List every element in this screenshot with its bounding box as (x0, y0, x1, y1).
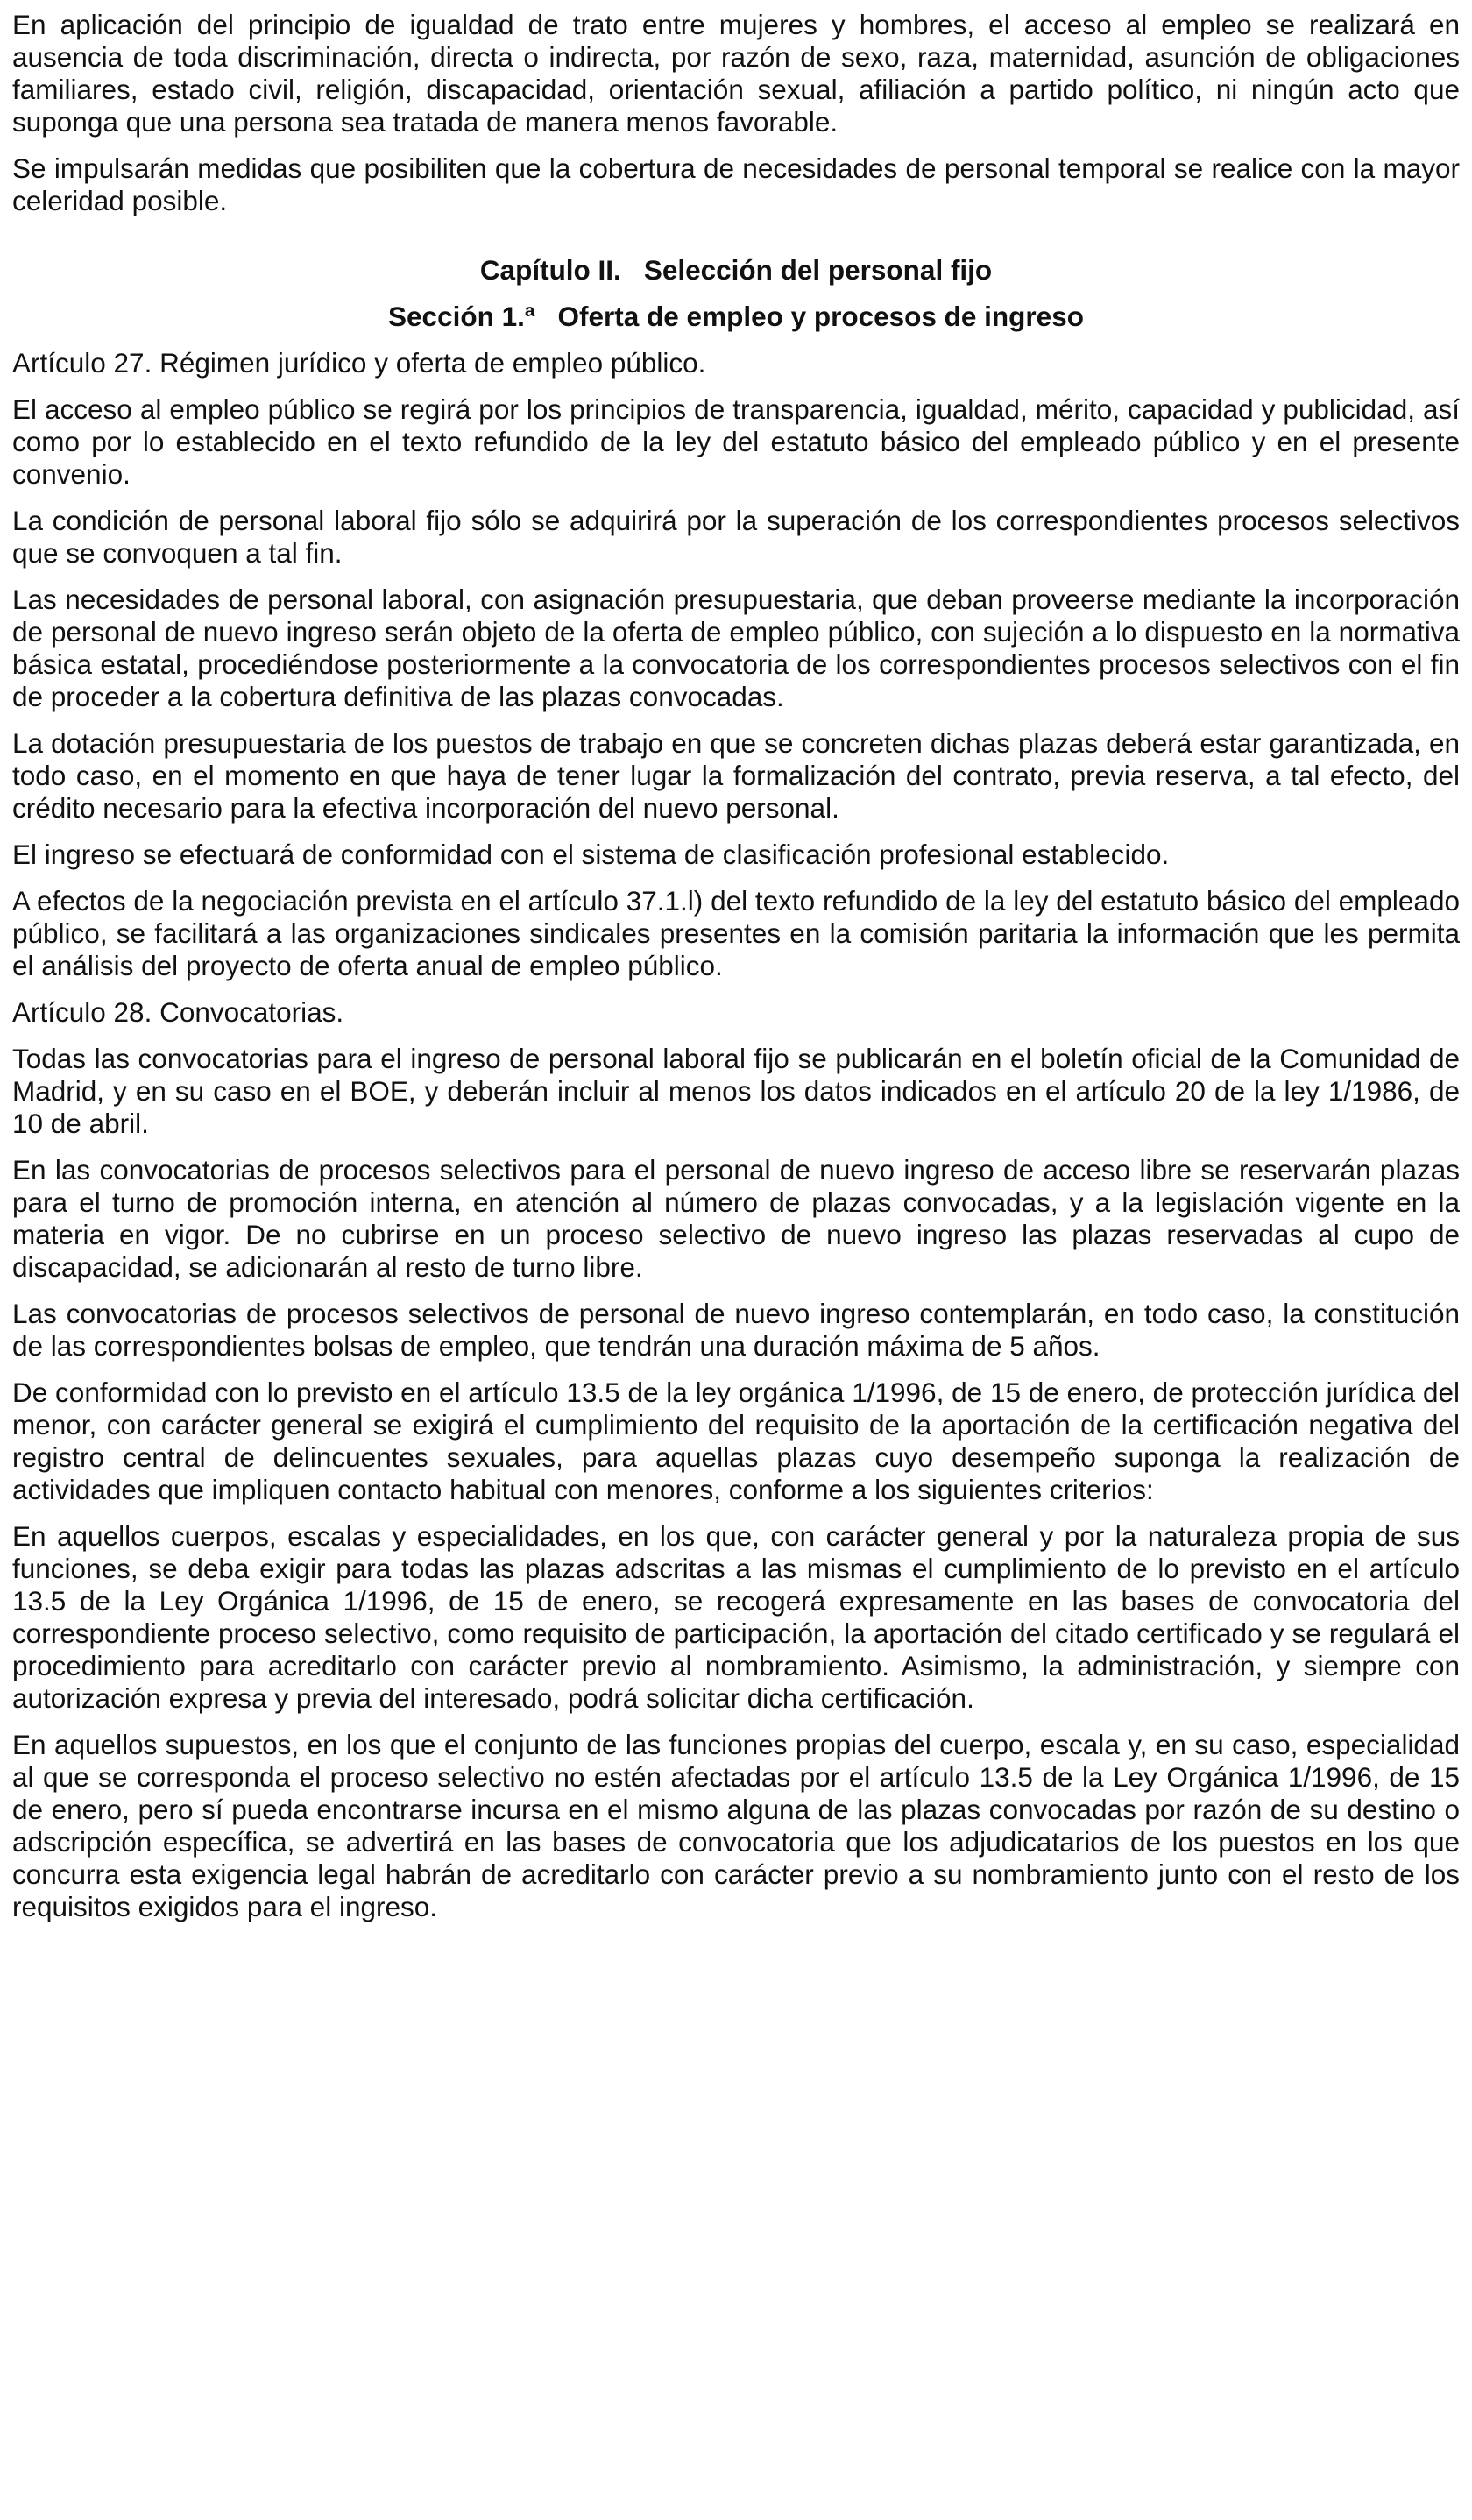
article-27-paragraph: El acceso al empleo público se regirá por los principios de transparencia, igualdad, mérito, capacidad y publicidad, así como por lo establecido en el texto refundido de la ley del estatuto básico del empleado público y en el presente convenio. (12, 393, 1460, 490)
section-label: Sección 1.ª (388, 301, 535, 332)
article-28-paragraph: De conformidad con lo previsto en el artículo 13.5 de la ley orgánica 1/1996, de 15 de enero, de protección jurídica del menor, con carácter general se exigirá el cumplimiento del requisito de la aportación de la certificación negativa del registro central de delincuentes sexuales, para aquellas plazas cuyo desempeño suponga la realización de actividades que impliquen contacto habitual con menores, conforme a los siguientes criterios: (12, 1377, 1460, 1505)
chapter-label: Capítulo II. (479, 254, 621, 286)
article-27-paragraph: Las necesidades de personal laboral, con asignación presupuestaria, que deban proveerse mediante la incorporación de personal de nuevo ingreso serán objeto de la oferta de empleo público, con sujeción a lo dispuesto en la normativa básica estatal, procediéndose posteriormente a la convocatoria de los correspondientes procesos selectivos con el fin de proceder a la cobertura definitiva de las plazas convocadas. (12, 584, 1460, 712)
article-27-paragraph: La dotación presupuestaria de los puestos de trabajo en que se concreten dichas plazas deberá estar garantizada, en todo caso, en el momento en que haya de tener lugar la formalización del contrato, previa reserva, a tal efecto, del crédito necesario para la efectiva incorporación del nuevo personal. (12, 727, 1460, 824)
article-28-paragraph: Las convocatorias de procesos selectivos de personal de nuevo ingreso contemplarán, en todo caso, la constitución de las correspondientes bolsas de empleo, que tendrán una duración máxima de 5 años. (12, 1298, 1460, 1362)
article-28-paragraph: En aquellos supuestos, en los que el conjunto de las funciones propias del cuerpo, escala y, en su caso, especialidad al que se corresponda el proceso selectivo no estén afectadas por el artículo 13.5 de la Ley Orgánica 1/1996, de 15 de enero, pero sí pueda encontrarse incursa en el mismo alguna de las plazas convocadas por razón de su destino o adscripción específica, se advertirá en las bases de convocatoria que los adjudicatarios de los puestos en los que concurra esta exigencia legal habrán de acreditarlo con carácter previo a su nombramiento junto con el resto de los requisitos exigidos para el ingreso. (12, 1729, 1460, 1922)
article-28-paragraph: En aquellos cuerpos, escalas y especialidades, en los que, con carácter general y por la naturaleza propia de sus funciones, se deba exigir para todas las plazas adscritas a las mismas el cumplimiento de lo previsto en el artículo 13.5 de la Ley Orgánica 1/1996, de 15 de enero, se recogerá expresamente en las bases de convocatoria del correspondiente proceso selectivo, como requisito de participación, la aportación del citado certificado y se regulará el procedimiento para acreditarlo con carácter previo al nombramiento. Asimismo, la administración, y siempre con autorización expresa y previa del interesado, podrá solicitar dicha certificación. (12, 1520, 1460, 1714)
section-heading (12, 301, 1460, 333)
chapter-heading (12, 254, 1460, 287)
article-27-title: Artículo 27. Régimen jurídico y oferta de empleo público. (12, 347, 706, 379)
article-28-paragraph: Todas las convocatorias para el ingreso de personal laboral fijo se publicarán en el boletín oficial de la Comunidad de Madrid, y en su caso en el BOE, y deberán incluir al menos los datos indicados en el artículo 20 de la ley 1/1986, de 10 de abril. (12, 1043, 1460, 1139)
article-28-paragraph: En las convocatorias de procesos selectivos para el personal de nuevo ingreso de acceso libre se reservarán plazas para el turno de promoción interna, en atención al número de plazas convocadas, y a la legislación vigente en la materia en vigor. De no cubrirse en un proceso selectivo de nuevo ingreso las plazas reservadas al cupo de discapacidad, se adicionarán al resto de turno libre. (12, 1154, 1460, 1283)
intro-paragraph-2: Se impulsarán medidas que posibiliten que la cobertura de necesidades de personal temporal se realice con la mayor celeridad posible. (12, 152, 1460, 216)
section-title: Oferta de empleo y procesos de ingreso (557, 301, 1084, 332)
article-28-title: Artículo 28. Convocatorias. (12, 996, 344, 1028)
article-27-paragraph: El ingreso se efectuará de conformidad con el sistema de clasificación profesional establecido. (12, 839, 1170, 870)
intro-paragraph-1: En aplicación del principio de igualdad de trato entre mujeres y hombres, el acceso al empleo se realizará en ausencia de toda discriminación, directa o indirecta, por razón de sexo, raza, maternidad, asunción de obligaciones familiares, estado civil, religión, discapacidad, orientación sexual, afiliación a partido político, ni ningún acto que suponga que una persona sea tratada de manera menos favorable. (12, 9, 1460, 138)
article-27-paragraph: La condición de personal laboral fijo sólo se adquirirá por la superación de los correspondientes procesos selectivos que se convoquen a tal fin. (12, 505, 1460, 569)
chapter-title: Selección del personal fijo (643, 254, 993, 286)
article-27-paragraph: A efectos de la negociación prevista en el artículo 37.1.l) del texto refundido de la ley del estatuto básico del empleado público, se facilitará a las organizaciones sindicales presentes en la comisión paritaria la información que les permita el análisis del proyecto de oferta anual de empleo público. (12, 885, 1460, 981)
